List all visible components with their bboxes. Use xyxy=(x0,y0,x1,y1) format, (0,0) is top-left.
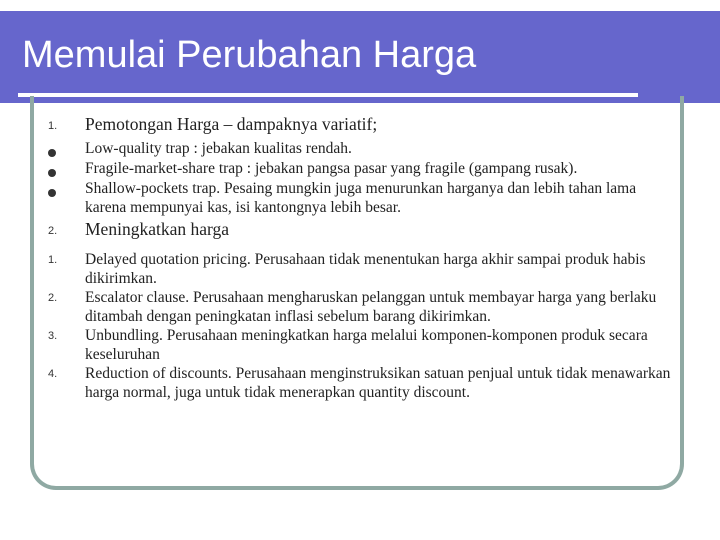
slide-title: Memulai Perubahan Harga xyxy=(22,34,477,76)
section-1-heading: Pemotongan Harga – dampaknya variatif; xyxy=(85,114,378,134)
section-2-item-1: Delayed quotation pricing. Perusahaan tidak menentukan harga akhir sampai produk habis dikirimkan. xyxy=(85,251,646,287)
section-1-item-1: Low-quality trap : jebakan kualitas rendah. xyxy=(85,140,352,157)
item-number: 3. xyxy=(48,330,58,342)
bullet-icon xyxy=(48,164,78,180)
section-1-item-3: Shallow-pockets trap. Pesaing mungkin juga menurunkan harganya dan lebih tahan lama karena mempunyai kas, isi kantongnya lebih besar. xyxy=(85,180,637,216)
section-2-item-4: Reduction of discounts. Perusahaan menginstruksikan satuan penjual untuk tidak menawarkan harga normal, juga untuk tidak menerapkan quantity discount. xyxy=(85,365,671,401)
item-number: 1. xyxy=(48,254,58,266)
bullet-icon xyxy=(48,144,78,160)
bullet-icon xyxy=(48,184,78,200)
title-accent-strip xyxy=(0,11,10,103)
section-2-item-3: Unbundling. Perusahaan meningkatkan harga melalui komponen-komponen produk secara keseluruhan xyxy=(85,327,648,363)
section-1-number: 1. xyxy=(48,120,58,132)
section-2-number: 2. xyxy=(48,225,58,237)
section-2-heading: Meningkatkan harga xyxy=(85,219,230,239)
item-number: 2. xyxy=(48,292,58,304)
title-bar xyxy=(0,0,720,102)
item-number: 4. xyxy=(48,368,58,380)
section-2-item-2: Escalator clause. Perusahaan mengharuskan pelanggan untuk membayar harga yang berlaku ditambah dengan peningkatan inflasi sebelum barang dikirimkan. xyxy=(85,289,657,325)
section-1-item-2: Fragile-market-share trap : jebakan pangsa pasar yang fragile (gampang rusak). xyxy=(85,160,578,177)
